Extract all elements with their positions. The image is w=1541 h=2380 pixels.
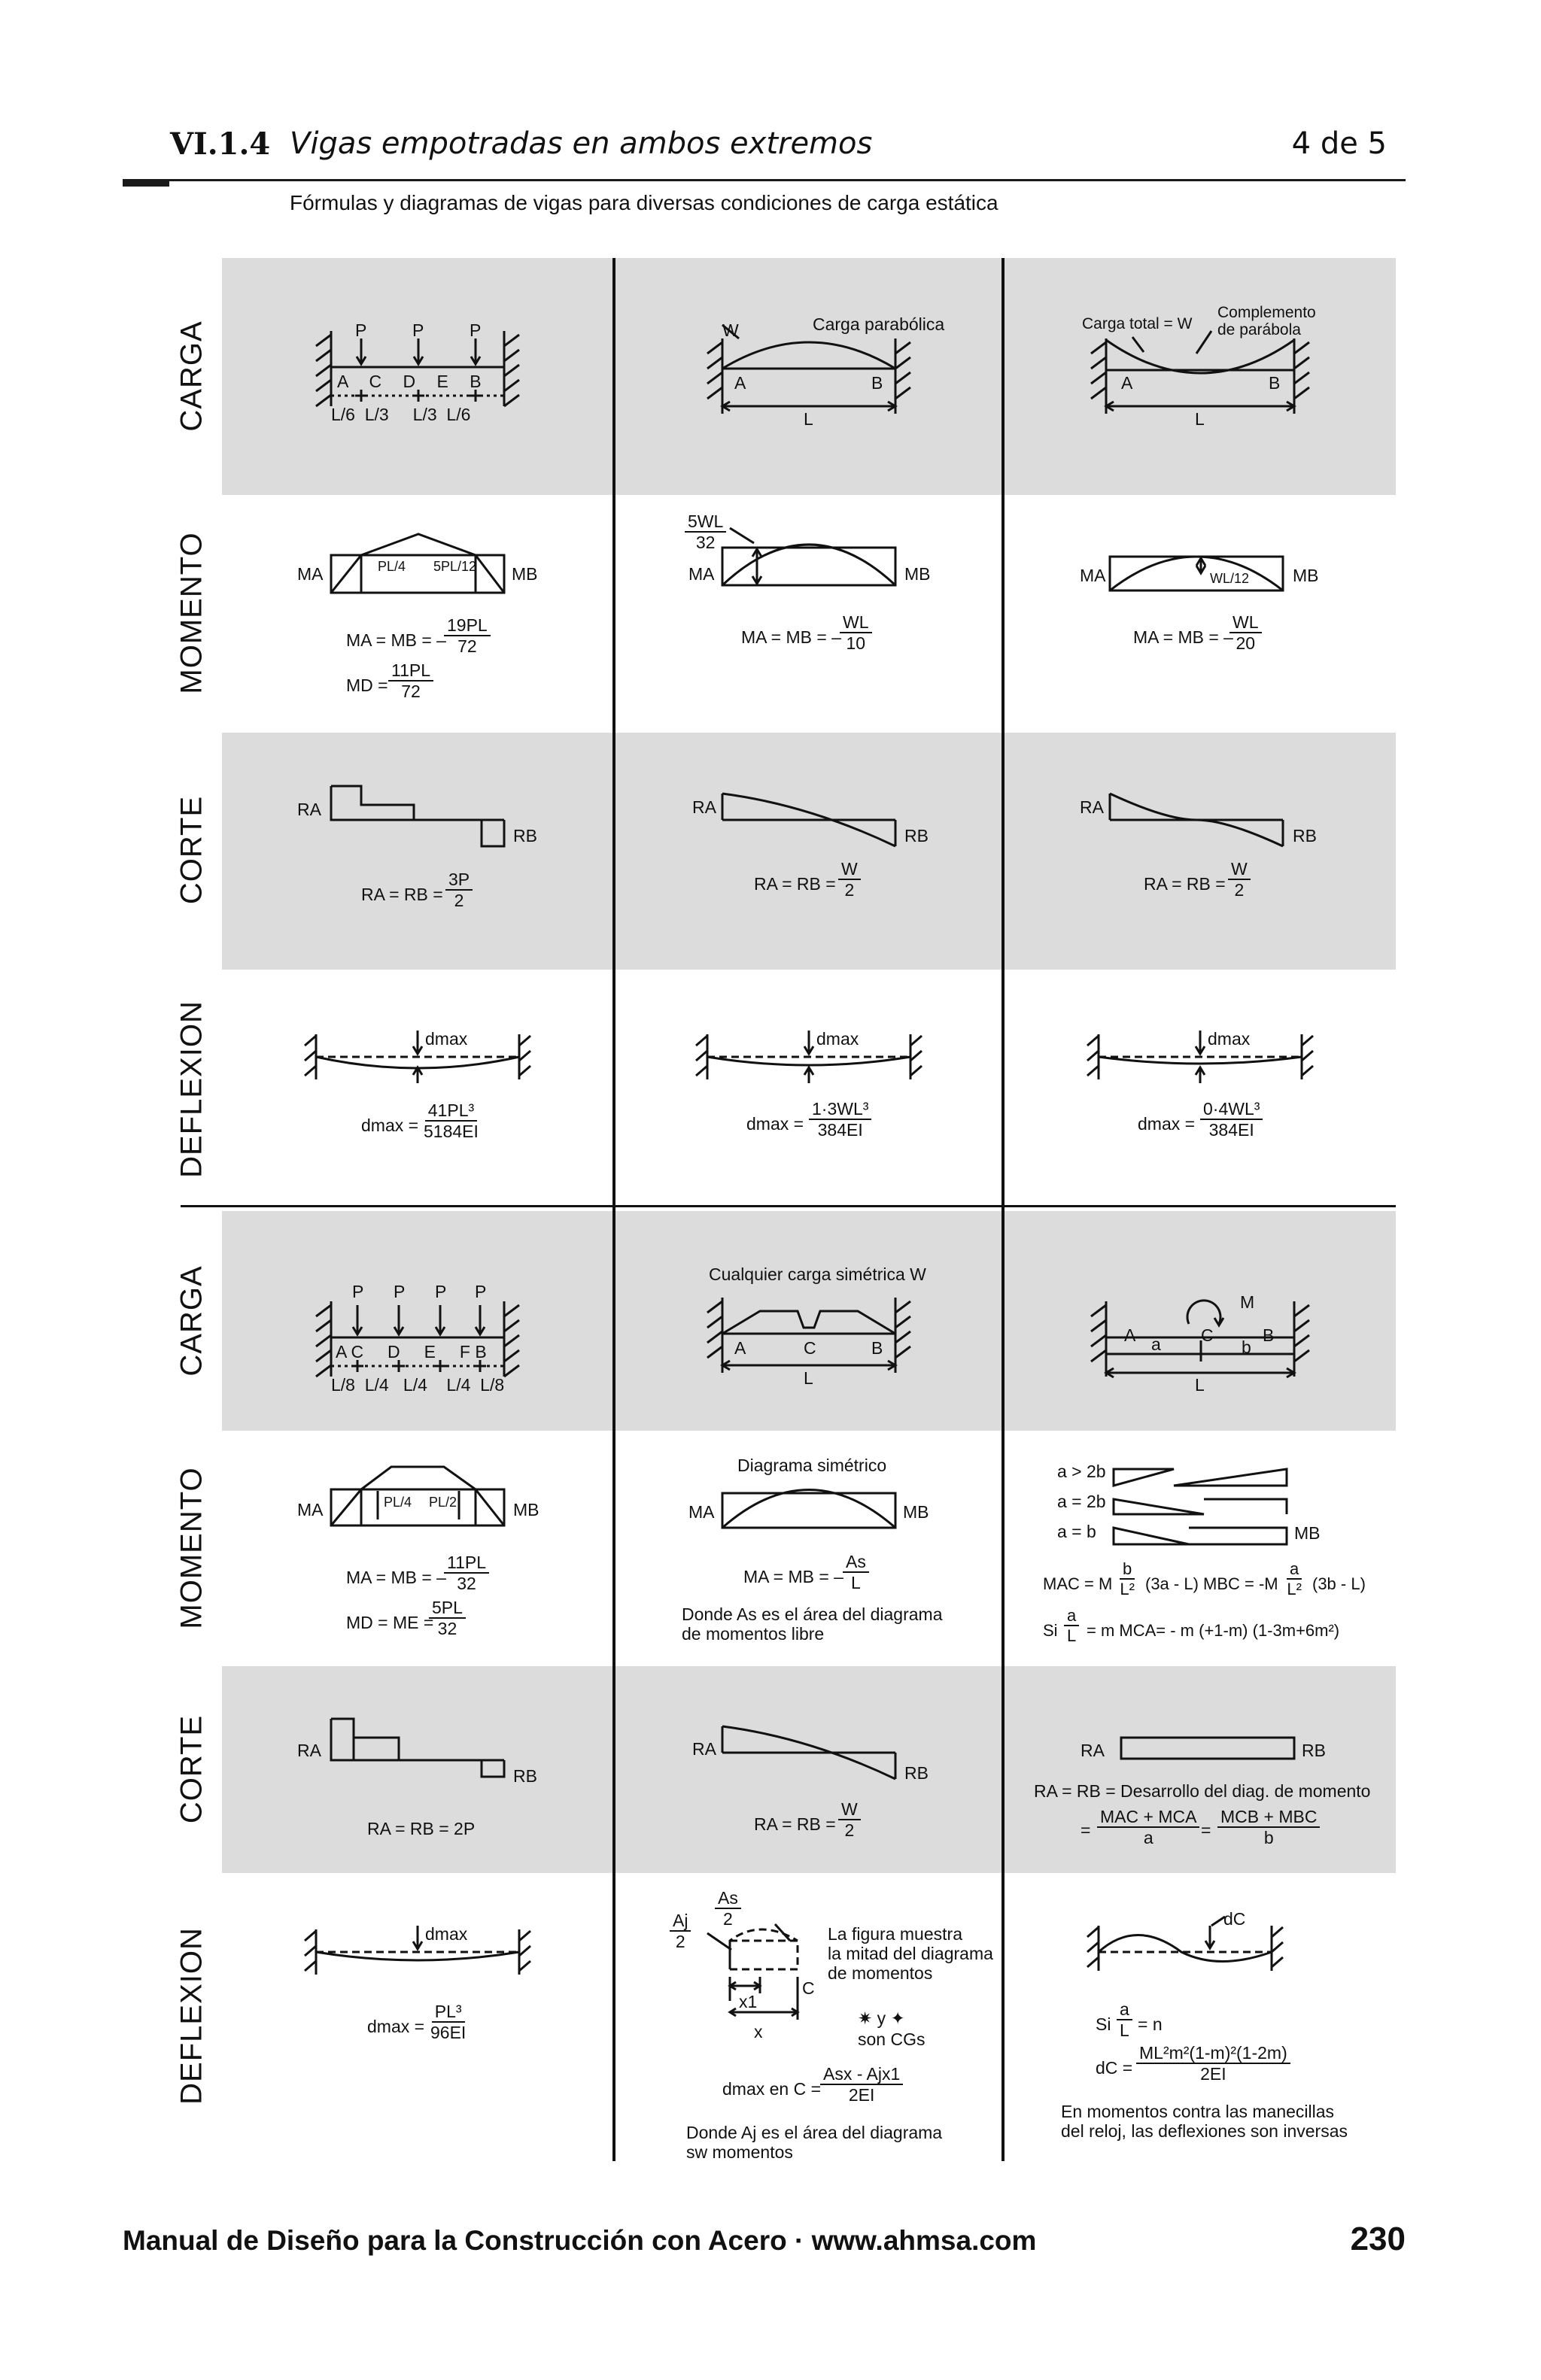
shear-label-rb: RB — [904, 826, 929, 845]
as-fraction: $\frac{As}{2}$ — [715, 1888, 741, 1929]
top-c1-deflection — [301, 1027, 677, 1252]
formula-ma-mb: MA = MB = – — [346, 1568, 446, 1587]
shear-diagram — [1038, 1730, 1309, 1775]
moment-label-mb: MB — [903, 1502, 929, 1522]
load-label-p3: P — [470, 320, 482, 340]
formula-n: = n — [1138, 2014, 1163, 2034]
moment-label-mb: MB — [1294, 1523, 1321, 1543]
formula-fraction: $\frac{5PL}{32}$ — [429, 1598, 466, 1639]
formula-reactions: RA = RB = 2P — [367, 1819, 476, 1838]
formula-reactions: RA = RB = — [1144, 874, 1226, 894]
formula-fraction: $\frac{WL}{10}$ — [840, 612, 872, 654]
formula-md-me: MD = ME = — [346, 1613, 434, 1632]
row-label-deflexion: DEFLEXION — [175, 1927, 208, 2105]
formula-mbc-tail: (3b - L) — [1312, 1574, 1366, 1593]
shear-diagram — [685, 790, 941, 873]
formula-fraction: $\frac{11PL}{32}$ — [444, 1553, 489, 1594]
bottom-c1-moment — [293, 1459, 670, 1685]
support-label-b: B — [871, 1338, 883, 1358]
shear-diagram — [685, 1723, 941, 1805]
bottom-c2-deflection — [670, 1888, 993, 2174]
section-number: VI.1.4 — [170, 126, 271, 162]
formula-fraction: $\frac{\text{0·4WL³}}{384EI}$ — [1200, 1099, 1263, 1140]
formula-fraction: $\frac{3P}{2}$ — [445, 870, 473, 911]
formula-mca: = m MCA= - m (+1-m) (1-3m+6m²) — [1087, 1621, 1340, 1640]
load-type-label: Complemento — [1217, 304, 1316, 321]
support-label-b: B — [871, 373, 883, 393]
footer-text: Manual de Diseño para la Construcción con Acero · www.ahmsa.com — [123, 2225, 1037, 2256]
formula-fraction: $\frac{W}{2}$ — [838, 1799, 861, 1841]
cg-note: son CGs — [858, 2029, 926, 2049]
point-label-c: C — [804, 1338, 816, 1358]
moment-label-mb: MB — [1293, 566, 1319, 585]
shear-label-rb: RB — [1293, 826, 1317, 845]
deflection-label: dmax — [1208, 1029, 1251, 1049]
moment-diagram — [1068, 542, 1324, 617]
row-label-carga: CARGA — [175, 1265, 208, 1377]
formula-ma-mb: MA = MB = – — [741, 627, 841, 647]
top-c1-shear — [293, 782, 670, 1008]
bottom-c2-moment — [677, 1456, 1053, 1681]
load-label-p1: P — [355, 320, 367, 340]
deflection-note: Donde Aj es el área del diagrama — [686, 2123, 943, 2142]
span-dimensions: L/6 L/3 L/3 L/6 — [331, 405, 471, 424]
bottom-c1-deflection — [301, 1922, 677, 2148]
formula-mac: MAC = M — [1043, 1574, 1113, 1593]
support-label-a: A — [734, 1338, 746, 1358]
formula-dmax: dmax = — [361, 1116, 419, 1135]
span-label: L — [1195, 409, 1205, 429]
moment-value-5pl12: 5PL/12 — [433, 559, 477, 574]
formula-fraction: $\frac{W}{2}$ — [1228, 859, 1251, 900]
moment-label-mb: MB — [904, 564, 931, 584]
formula-fraction: $\frac{As}{L}$ — [843, 1552, 869, 1593]
load-total-label: Carga total = W — [1082, 315, 1193, 332]
case-label: a > 2b — [1057, 1462, 1106, 1481]
top-c3-deflection — [1084, 1027, 1460, 1252]
top-c2-load — [692, 308, 1068, 534]
bottom-c3-shear — [1034, 1730, 1384, 1881]
shear-diagram — [1068, 790, 1324, 873]
load-label-p2: P — [394, 1282, 406, 1301]
formula-ma-mb: MA = MB = – — [346, 630, 446, 650]
header-rule-accent — [123, 179, 169, 187]
formula-fraction: $\frac{11PL}{72}$ — [388, 660, 433, 702]
formula-reactions: RA = RB = Desarrollo del diag. de momento — [1034, 1781, 1371, 1801]
bottom-c3-moment — [1038, 1456, 1384, 1681]
deflection-note: del reloj, las deflexiones son inversas — [1061, 2121, 1348, 2141]
formula-md: MD = — [346, 675, 388, 695]
load-label-p1: P — [352, 1282, 364, 1301]
shear-diagram — [293, 1708, 549, 1813]
top-c2-deflection — [692, 1027, 1068, 1252]
deflection-label: dmax — [425, 1029, 468, 1049]
moment-top-fraction: $\frac{5WL}{32}$ — [685, 512, 726, 553]
deflection-diagram — [301, 1027, 542, 1087]
dim-b: b — [1242, 1337, 1251, 1357]
row-label-deflexion: DEFLEXION — [175, 1000, 208, 1178]
support-label-a: A — [1121, 373, 1133, 393]
moment-label-ma: MA — [688, 1502, 715, 1522]
page-title: Vigas empotradas en ambos extremos — [290, 126, 873, 161]
row-label-corte: CORTE — [175, 795, 208, 905]
moment-label-m: M — [1240, 1292, 1255, 1312]
formula-reactions: RA = RB = — [754, 1814, 836, 1834]
span-label: L — [1195, 1375, 1205, 1395]
span-label: L — [804, 409, 813, 429]
bottom-c3-deflection — [1053, 1911, 1369, 2166]
figure-note: la mitad del diagrama — [828, 1944, 993, 1963]
formula-fraction: MCB + MBC b — [1217, 1807, 1320, 1848]
formula-fraction: MAC + MCA a — [1097, 1807, 1199, 1848]
formula-ma-mb: MA = MB = – — [1133, 627, 1233, 647]
moment-value-wl12: WL/12 — [1210, 571, 1250, 586]
load-type-label: Cualquier carga simétrica W — [709, 1264, 926, 1284]
bottom-c1-shear — [293, 1708, 670, 1933]
case-label: a = b — [1057, 1522, 1096, 1541]
span-label: L — [804, 1368, 813, 1388]
shear-label-rb: RB — [904, 1763, 929, 1783]
dim-x1: x1 — [739, 1992, 758, 2011]
deflection-note: En momentos contra las manecillas — [1061, 2102, 1335, 2121]
load-type-label: Carga parabólica — [813, 314, 945, 334]
dim-a: a — [1151, 1334, 1161, 1354]
point-label-c: C — [802, 1978, 815, 1998]
shear-label-ra: RA — [297, 1741, 321, 1760]
moment-label-ma: MA — [297, 1500, 324, 1519]
shear-label-rb: RB — [513, 1766, 537, 1786]
deflection-label: dC — [1223, 1909, 1246, 1929]
load-label-p4: P — [475, 1282, 487, 1301]
moment-note: de momentos libre — [682, 1624, 825, 1644]
support-label-b: B — [1263, 1325, 1275, 1345]
formula-fraction: $\frac{\text{41PL³}}{5184EI}$ — [424, 1100, 479, 1142]
moment-label-ma: MA — [688, 564, 715, 584]
formula-ma-mb: MA = MB = – — [743, 1567, 843, 1586]
row-label-corte: CORTE — [175, 1714, 208, 1824]
top-c2-moment — [685, 512, 1061, 737]
equals-sign: = — [1081, 1820, 1091, 1840]
shear-label-ra: RA — [1081, 1741, 1105, 1760]
formula-fraction: $\frac{\text{1·3WL³}}{384EI}$ — [809, 1099, 871, 1140]
moment-diagram — [293, 527, 549, 617]
load-type-label: de parábola — [1217, 321, 1301, 338]
formula-fraction: $\frac{b}{\text{L²}}$ — [1120, 1559, 1135, 1599]
formula-reactions: RA = RB = — [361, 885, 443, 904]
moment-label-ma: MA — [297, 564, 324, 584]
top-c1-moment — [293, 527, 670, 752]
support-label-a: A — [1124, 1325, 1136, 1345]
page-counter: 4 de 5 — [1291, 126, 1387, 161]
row-label-momento: MOMENTO — [175, 532, 208, 694]
support-label-b: B — [1269, 373, 1281, 393]
load-label-w: W — [722, 320, 739, 340]
dim-x: x — [754, 2022, 763, 2042]
page-number: 230 — [1350, 2221, 1406, 2257]
top-c3-load — [1076, 301, 1452, 527]
moment-note: Donde As es el área del diagrama — [682, 1604, 943, 1624]
formula-si: Si — [1096, 2014, 1111, 2034]
support-points: A C D E F B — [336, 1342, 487, 1362]
header-rule — [123, 179, 1406, 181]
moment-value-pl4: PL/4 — [384, 1495, 412, 1510]
moment-diagram — [293, 1459, 549, 1542]
deflection-label: dmax — [425, 1924, 468, 1944]
moment-label-mb: MB — [513, 1500, 540, 1519]
formula-si: Si — [1043, 1621, 1058, 1640]
bottom-c2-load — [692, 1260, 1068, 1486]
deflection-note: sw momentos — [686, 2142, 793, 2162]
formula-dc: dC = — [1096, 2058, 1133, 2078]
row-label-momento: MOMENTO — [175, 1467, 208, 1629]
cg-note: ✷ y ✦ — [858, 2008, 905, 2028]
formula-fraction: $\frac{a}{L}$ — [1064, 1606, 1079, 1646]
formula-fraction: $\frac{WL}{20}$ — [1229, 612, 1262, 654]
figure-note: La figura muestra — [828, 1924, 962, 1944]
shear-label-ra: RA — [692, 1739, 716, 1759]
formula-fraction: $\frac{W}{2}$ — [838, 859, 861, 900]
deflection-label: dmax — [816, 1029, 859, 1049]
moment-label-ma: MA — [1080, 566, 1106, 585]
top-c1-load — [301, 301, 677, 527]
figure-note: de momentos — [828, 1963, 933, 1983]
formula-dmax: dmax en C = — [722, 2079, 822, 2099]
shear-diagram — [293, 782, 549, 865]
formula-reactions: RA = RB = — [754, 874, 836, 894]
shear-label-rb: RB — [1302, 1741, 1326, 1760]
support-label-a: A — [734, 373, 746, 393]
moment-label-mb: MB — [512, 564, 538, 584]
span-dimensions: L/8 L/4 L/4 L/4 L/8 — [331, 1375, 505, 1395]
formula-fraction: $\frac{a}{\text{L²}}$ — [1287, 1559, 1302, 1599]
row-label-carga: CARGA — [175, 320, 208, 432]
page-subtitle: Fórmulas y diagramas de vigas para diversas condiciones de carga estática — [290, 191, 998, 214]
formula-dmax: dmax = — [746, 1114, 804, 1134]
equals-sign: = — [1201, 1820, 1211, 1840]
formula-mbc: (3a - L) MBC = -M — [1145, 1574, 1278, 1593]
formula-fraction: $\frac{19PL}{72}$ — [444, 615, 491, 657]
shear-label-ra: RA — [692, 797, 716, 817]
point-label-c: C — [1201, 1325, 1214, 1345]
formula-fraction: $\frac{\text{PL³}}{96EI}$ — [430, 2002, 467, 2043]
formula-dmax: dmax = — [1138, 1114, 1196, 1134]
load-label-p2: P — [412, 320, 424, 340]
shear-label-rb: RB — [513, 826, 537, 845]
top-c3-moment — [1068, 542, 1445, 767]
formula-fraction: $\frac{a}{L}$ — [1117, 1999, 1132, 2041]
deflection-diagram — [692, 1027, 933, 1087]
shear-label-ra: RA — [297, 800, 321, 819]
top-c2-shear — [685, 790, 1061, 1015]
deflection-diagram — [1084, 1027, 1324, 1087]
case-label: a = 2b — [1057, 1492, 1106, 1511]
formula-fraction: $\frac{\text{ML²m²(1-m)²(1-2m)}}{2EI}$ — [1136, 2043, 1290, 2084]
deflection-diagram — [1053, 1911, 1294, 1978]
deflection-diagram — [301, 1922, 542, 1982]
formula-dmax: dmax = — [367, 2017, 425, 2036]
formula-fraction: Asx - Ajx1 2EI — [820, 2064, 903, 2105]
support-points: A C D E B — [337, 372, 482, 391]
aj-fraction: $\frac{Aj}{2}$ — [670, 1911, 691, 1952]
diagram-label: Diagrama simétrico — [737, 1456, 887, 1475]
moment-value-pl2: PL/2 — [429, 1495, 457, 1510]
load-label-p3: P — [435, 1282, 447, 1301]
top-c3-shear — [1068, 790, 1445, 1015]
shear-label-ra: RA — [1080, 797, 1104, 817]
moment-value-pl4: PL/4 — [378, 559, 406, 574]
